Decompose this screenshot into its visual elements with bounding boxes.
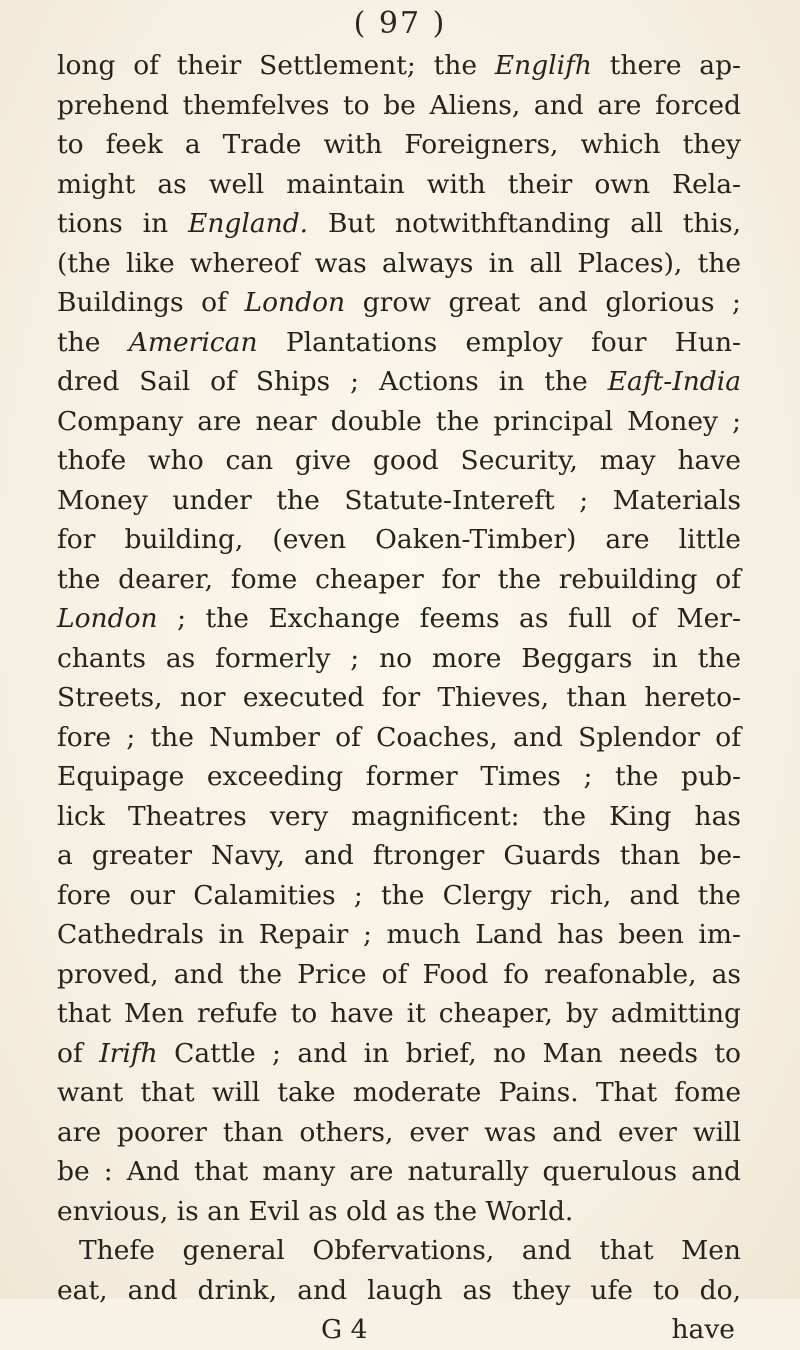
text-line — [57, 244, 741, 284]
text-segment: chants as formerly ; no more Beggars in the — [57, 642, 741, 674]
text-segment: long of their Settlement; the — [57, 50, 495, 81]
text-segment: prehend themfelves to be Aliens, and are forced — [57, 89, 741, 121]
text-line — [57, 481, 741, 521]
text-segment: Company are near double the principal Money ; — [57, 405, 741, 437]
text-segment: Equipage exceeding former Times ; the pub- — [57, 761, 741, 792]
text-line — [57, 125, 741, 165]
text-line — [57, 678, 741, 718]
text-line — [57, 323, 741, 363]
text-line — [57, 639, 741, 679]
italic-word: Englifh — [494, 50, 592, 81]
italic-word: Eaft-India — [607, 366, 741, 397]
text-segment: the dearer, fome cheaper for the rebuilding of — [57, 563, 741, 595]
text-segment: Cathedrals in Repair ; much Land has been im- — [57, 919, 741, 950]
text-line — [57, 1152, 741, 1192]
text-segment: the — [57, 326, 129, 358]
text-line — [57, 165, 741, 205]
text-line — [57, 757, 741, 797]
text-line — [57, 876, 741, 916]
catchword: have — [671, 1314, 735, 1345]
text-line — [57, 1192, 741, 1232]
text-line — [57, 1034, 741, 1074]
text-segment: want that will take moderate Pains. That fome — [57, 1077, 741, 1108]
text-line — [57, 915, 741, 955]
text-segment: might as well maintain with their own Rela- — [57, 168, 741, 200]
italic-word: American — [128, 326, 258, 358]
italic-word: London — [57, 603, 158, 634]
text-line — [57, 1231, 741, 1271]
text-segment: tions in — [57, 208, 188, 239]
italic-word: Irifh — [99, 1037, 158, 1069]
text-line — [57, 994, 741, 1034]
text-line — [57, 441, 741, 481]
text-line — [57, 402, 741, 442]
text-line — [57, 1113, 741, 1153]
text-line — [57, 283, 741, 323]
text-segment: Streets, nor executed for Thieves, than hereto- — [57, 682, 741, 713]
text-line — [57, 204, 741, 244]
page-number: ( 97 ) — [353, 6, 447, 41]
text-segment: Buildings of — [57, 287, 245, 318]
italic-word: London — [244, 287, 346, 318]
text-line — [57, 836, 741, 876]
text-segment: Money under the Statute-Intereft ; Materials — [57, 484, 741, 516]
text-line — [57, 955, 741, 995]
text-segment: there ap- — [591, 50, 741, 81]
text-segment: a greater Navy, and ftronger Guards than be- — [57, 840, 741, 871]
text-segment: fore our Calamities ; the Clergy rich, and the — [57, 879, 741, 911]
text-line — [57, 520, 741, 560]
text-segment: lick Theatres very magnificent: the King has — [57, 800, 741, 832]
page-footer — [57, 1310, 741, 1350]
text-segment: proved, and the Price of Food fo reafonable, as — [57, 958, 741, 990]
text-line — [57, 362, 741, 402]
body-text — [57, 46, 741, 1350]
text-segment: that Men refufe to have it cheaper, by admitting — [57, 998, 741, 1029]
text-line — [57, 599, 741, 639]
text-segment: Plantations employ four Hun- — [257, 326, 741, 358]
text-segment: are poorer than others, ever was and ever will — [57, 1116, 741, 1148]
text-line — [57, 560, 741, 600]
text-segment: grow great and glorious ; — [345, 287, 741, 318]
text-segment: dred Sail of Ships ; Actions in the — [57, 366, 608, 397]
text-line — [57, 86, 741, 126]
text-segment: envious, is an Evil as old as the World. — [57, 1195, 574, 1227]
text-segment: fore ; the Number of Coaches, and Splendor of — [57, 721, 741, 753]
text-segment: of — [57, 1037, 100, 1069]
text-line — [57, 46, 741, 86]
italic-word: England. — [188, 208, 309, 239]
text-segment: Thefe general Obfervations, and that Men — [79, 1235, 741, 1266]
text-segment: to feek a Trade with Foreigners, which they — [57, 129, 741, 160]
text-segment: Cattle ; and in brief, no Man needs to — [157, 1037, 742, 1069]
text-segment: be : And that many are naturally querulous and — [57, 1156, 741, 1187]
text-line — [57, 1271, 741, 1311]
text-segment: (the like whereof was always in all Places), the — [57, 247, 741, 279]
text-segment: for building, (even Oaken-Timber) are little — [57, 524, 741, 555]
text-segment: eat, and drink, and laugh as they ufe to do, — [57, 1274, 741, 1306]
text-line — [57, 1073, 741, 1113]
text-segment: ; the Exchange feems as full of Mer- — [157, 603, 741, 634]
signature-mark: G 4 — [321, 1314, 368, 1345]
text-line — [57, 797, 741, 837]
text-segment: But notwithftanding all this, — [308, 208, 742, 239]
text-segment: thofe who can give good Security, may have — [57, 445, 741, 476]
text-line — [57, 718, 741, 758]
